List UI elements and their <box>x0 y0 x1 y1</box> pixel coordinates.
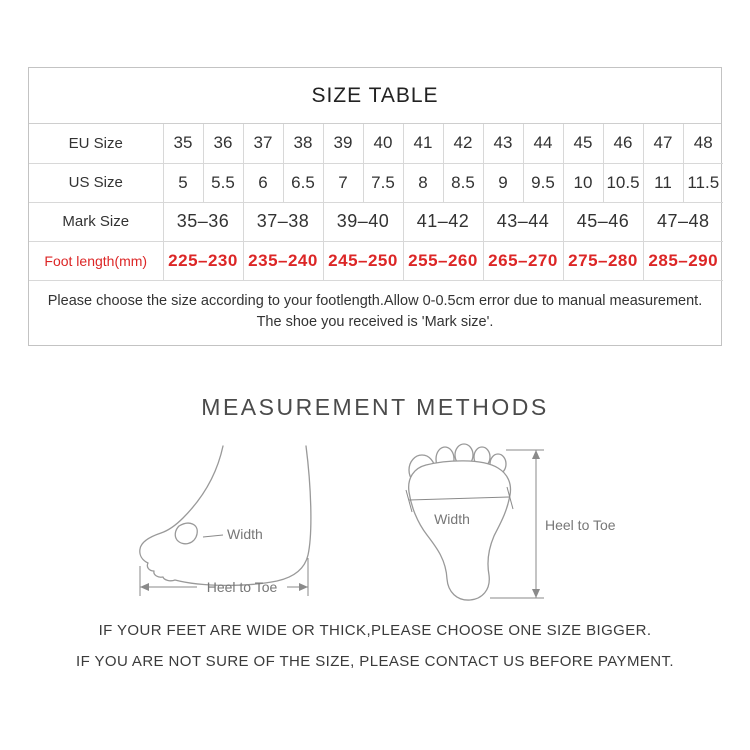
size-table-note <box>29 281 721 345</box>
eu-size-cell: 42 <box>443 124 483 163</box>
arrowhead-right <box>299 583 308 591</box>
eu-size-cell: 48 <box>683 124 723 163</box>
width-leader-line <box>203 535 223 537</box>
mark-size-cell: 37–38 <box>243 202 323 241</box>
us-size-cell: 5 <box>163 163 203 202</box>
foot-length-cell: 225–230 <box>163 241 243 280</box>
measurement-methods-title: MEASUREMENT METHODS <box>201 394 549 420</box>
us-size-cell: 6 <box>243 163 283 202</box>
eu-size-cell: 44 <box>523 124 563 163</box>
table-row-mark-size <box>29 202 723 241</box>
side-heel-to-toe-label: Heel to Toe <box>206 579 278 595</box>
foot-length-cell: 245–250 <box>323 241 403 280</box>
top-width-label: Width <box>434 511 470 527</box>
mark-size-cell: 39–40 <box>323 202 403 241</box>
eu-size-cell: 38 <box>283 124 323 163</box>
eu-size-cell: 35 <box>163 124 203 163</box>
note-line-1: Please choose the size according to your footlength.Allow 0-0.5cm error due to manual measurement. <box>47 292 703 309</box>
mark-size-cell: 35–36 <box>163 202 243 241</box>
size-table-title: SIZE TABLE <box>29 68 721 124</box>
footer-notes <box>0 622 750 684</box>
foot-side-view-diagram <box>127 440 362 605</box>
foot-length-cell: 285–290 <box>643 241 723 280</box>
eu-size-cell: 40 <box>363 124 403 163</box>
arrowhead-down <box>532 589 540 598</box>
eu-size-cell: 46 <box>603 124 643 163</box>
us-size-cell: 7.5 <box>363 163 403 202</box>
eu-size-cell: 47 <box>643 124 683 163</box>
foot-side-outline <box>140 446 311 585</box>
foot-length-cell: 235–240 <box>243 241 323 280</box>
arrowhead-up <box>532 450 540 459</box>
top-heel-to-toe-label: Heel to Toe <box>545 517 616 533</box>
mark-size-row-label: Mark Size <box>29 202 163 241</box>
size-table <box>28 67 722 346</box>
eu-size-cell: 36 <box>203 124 243 163</box>
foot-ball-loop <box>175 523 197 544</box>
us-size-cell: 8.5 <box>443 163 483 202</box>
footer-line-1: IF YOUR FEET ARE WIDE OR THICK,PLEASE CHOOSE ONE SIZE BIGGER. <box>98 622 652 639</box>
us-size-cell: 10.5 <box>603 163 643 202</box>
note-line-2: The shoe you received is 'Mark size'. <box>256 313 494 330</box>
mark-size-cell: 41–42 <box>403 202 483 241</box>
footer-line-2: IF YOU ARE NOT SURE OF THE SIZE, PLEASE CONTACT US BEFORE PAYMENT. <box>76 653 674 670</box>
us-size-cell: 11.5 <box>683 163 723 202</box>
us-size-cell: 8 <box>403 163 443 202</box>
mark-size-cell: 47–48 <box>643 202 723 241</box>
eu-size-cell: 43 <box>483 124 523 163</box>
size-table-grid <box>29 124 723 281</box>
eu-size-row-label: EU Size <box>29 124 163 163</box>
mark-size-cell: 45–46 <box>563 202 643 241</box>
table-row-us-size <box>29 163 723 202</box>
eu-size-cell: 37 <box>243 124 283 163</box>
us-size-cell: 9 <box>483 163 523 202</box>
foot-length-cell: 255–260 <box>403 241 483 280</box>
side-width-label: Width <box>227 526 263 542</box>
us-size-cell: 7 <box>323 163 363 202</box>
us-size-cell: 9.5 <box>523 163 563 202</box>
eu-size-cell: 45 <box>563 124 603 163</box>
us-size-cell: 11 <box>643 163 683 202</box>
foot-length-row-label: Foot length(mm) <box>29 241 163 280</box>
foot-length-cell: 265–270 <box>483 241 563 280</box>
foot-top-view-diagram <box>388 440 623 605</box>
foot-length-cell: 275–280 <box>563 241 643 280</box>
mark-size-cell: 43–44 <box>483 202 563 241</box>
measurement-diagrams <box>0 440 750 605</box>
us-size-cell: 6.5 <box>283 163 323 202</box>
eu-size-cell: 41 <box>403 124 443 163</box>
us-size-cell: 5.5 <box>203 163 243 202</box>
arrowhead-left <box>140 583 149 591</box>
foot-sole-outline <box>409 461 511 600</box>
us-size-row-label: US Size <box>29 163 163 202</box>
eu-size-cell: 39 <box>323 124 363 163</box>
us-size-cell: 10 <box>563 163 603 202</box>
table-row-eu-size <box>29 124 723 163</box>
table-row-foot-length <box>29 241 723 280</box>
